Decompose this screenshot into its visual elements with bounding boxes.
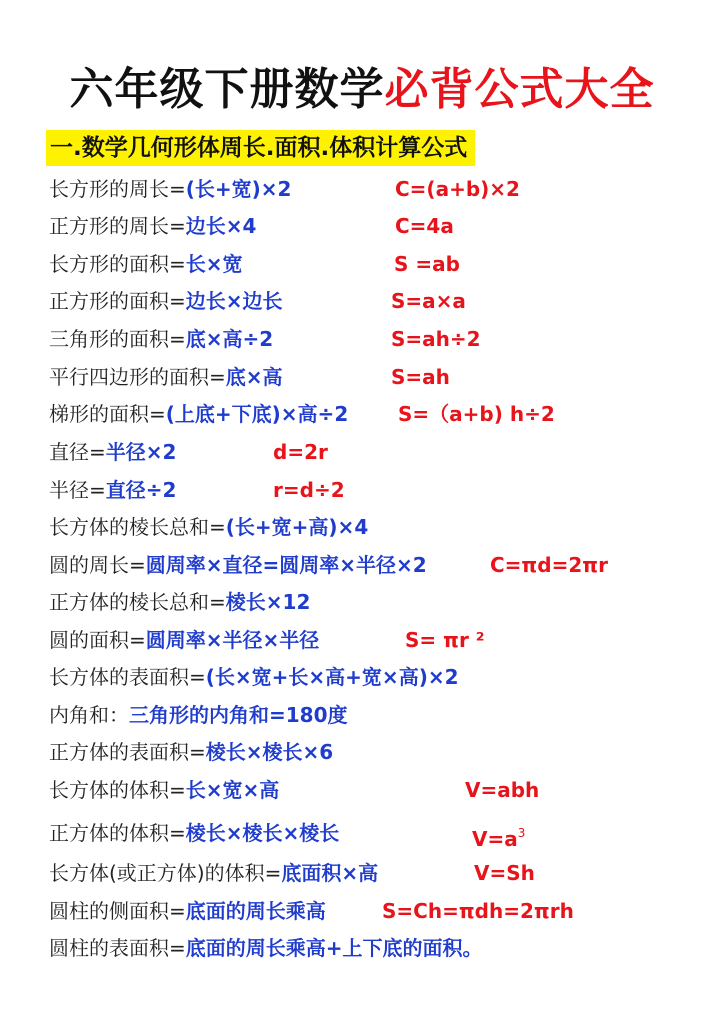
row-label: 半径= — [49, 478, 106, 502]
page-title — [0, 62, 724, 118]
row-formula: S=（a+b) h÷2 — [398, 402, 555, 426]
row-value: 边长×边长 — [185, 289, 283, 313]
row-label: 圆柱的表面积= — [49, 936, 186, 960]
formula-row — [49, 399, 348, 429]
formula-row — [49, 475, 176, 505]
row-formula: C=4a — [395, 214, 454, 238]
row-formula: C=πd=2πr — [490, 553, 608, 577]
row-label: 正方体的体积= — [49, 821, 186, 845]
formula-base: V=a — [472, 827, 518, 851]
formula-row — [49, 174, 291, 204]
row-label: 平行四边形的面积= — [49, 365, 226, 389]
row-label: 正方体的表面积= — [49, 740, 206, 764]
row-value: (长×宽+长×高+宽×高)×2 — [205, 665, 459, 689]
row-label: 长方体(或正方体)的体积= — [49, 861, 282, 885]
formula-row — [49, 286, 283, 316]
row-label: 正方体的棱长总和= — [49, 590, 226, 614]
row-value: 圆周率×半径×半径 — [145, 628, 320, 652]
row-label: 圆的周长= — [49, 553, 146, 577]
formula-row — [49, 550, 427, 580]
formula-row — [49, 324, 273, 354]
row-value: 底×高 — [225, 365, 283, 389]
row-label: 圆柱的侧面积= — [49, 899, 186, 923]
row-value: 底×高÷2 — [185, 327, 274, 351]
row-value: 长×宽 — [185, 252, 243, 276]
row-label: 长方体的棱长总和= — [49, 515, 226, 539]
row-value: (长+宽+高)×4 — [225, 515, 369, 539]
row-label: 直径= — [49, 440, 106, 464]
row-value: 棱长×12 — [225, 590, 311, 614]
formula-row — [49, 249, 243, 279]
formula-row — [49, 858, 378, 888]
row-formula: S=ah÷2 — [391, 327, 481, 351]
formula-row — [49, 700, 348, 730]
row-formula: S =ab — [394, 252, 460, 276]
title-part1: 六年级下册数学 — [69, 64, 385, 115]
formula-row — [49, 587, 310, 617]
formula-row — [49, 896, 326, 926]
row-label: 长方形的面积= — [49, 252, 186, 276]
row-formula: S=ah — [391, 365, 450, 389]
row-formula: d=2r — [273, 440, 328, 464]
formula-exponent: 3 — [517, 826, 526, 840]
row-value: 圆周率×直径=圆周率×半径×2 — [145, 553, 427, 577]
formula-row — [49, 437, 176, 467]
row-label: 长方形的周长= — [49, 177, 186, 201]
row-value: 棱长×棱长×棱长 — [185, 821, 340, 845]
formula-row — [49, 512, 368, 542]
row-label: 长方体的表面积= — [49, 665, 206, 689]
row-formula: r=d÷2 — [273, 478, 345, 502]
formula-row — [49, 625, 319, 655]
formula-row — [49, 818, 339, 848]
row-value: 边长×4 — [185, 214, 257, 238]
row-label: 长方体的体积= — [49, 778, 186, 802]
row-value: 三角形的内角和=180度 — [129, 703, 348, 727]
row-value: 棱长×棱长×6 — [205, 740, 334, 764]
row-formula: V=Sh — [474, 861, 535, 885]
row-label: 正方形的面积= — [49, 289, 186, 313]
row-value: 底面积×高 — [281, 861, 379, 885]
formula-row — [49, 775, 279, 805]
row-label: 内角和： — [49, 703, 129, 727]
row-label: 圆的面积= — [49, 628, 146, 652]
row-label: 梯形的面积= — [49, 402, 166, 426]
formula-row — [49, 211, 256, 241]
formula-row — [49, 662, 459, 692]
row-value: 直径÷2 — [105, 478, 177, 502]
formula-row — [49, 362, 283, 392]
row-formula: S=a×a — [391, 289, 466, 313]
row-formula: V=abh — [465, 778, 540, 802]
title-part2: 必背公式大全 — [384, 64, 655, 115]
row-formula — [472, 818, 525, 854]
section-heading: 一.数学几何形体周长.面积.体积计算公式 — [46, 130, 475, 166]
row-value: 半径×2 — [105, 440, 177, 464]
row-value: 长×宽×高 — [185, 778, 280, 802]
row-value: 底面的周长乘高 — [185, 899, 326, 923]
row-formula: C=(a+b)×2 — [395, 177, 520, 201]
formula-row — [49, 737, 333, 767]
row-label: 三角形的面积= — [49, 327, 186, 351]
formula-row — [49, 933, 483, 963]
row-value: (长+宽)×2 — [185, 177, 292, 201]
row-value: 底面的周长乘高+上下底的面积。 — [185, 936, 483, 960]
row-formula: S=Ch=πdh=2πrh — [382, 899, 574, 923]
row-label: 正方形的周长= — [49, 214, 186, 238]
row-formula: S= πr ² — [405, 628, 485, 652]
row-value: (上底+下底)×高÷2 — [165, 402, 349, 426]
